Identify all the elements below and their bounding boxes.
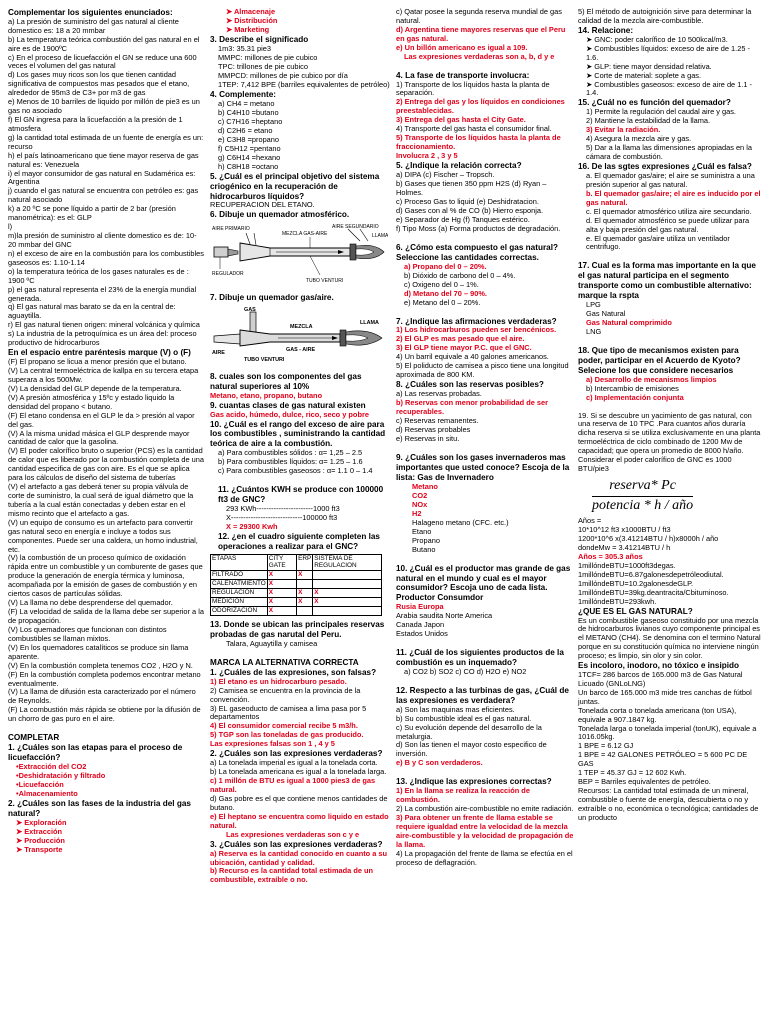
col4a-line: 3) Evitar la radiación. [586, 125, 661, 135]
calculation-block [578, 517, 762, 562]
col3-line: 13. ¿Indique las expresiones correctas? [396, 777, 552, 787]
col4a-line: ➤ Combustibles líquidos: exceso de aire de 1.25 - 1.6. [586, 43, 750, 62]
label-venturi-2: TUBO VENTURI [244, 357, 285, 364]
col2d-line: a) Reserva es la cantidad conocido en cuanto a su ubicación, cantidad y calidad. [210, 848, 388, 867]
col1-line: (V) Los quemadores que funcionan con distintos combustibles se llaman mixtos. [8, 624, 167, 643]
col4b-line: 1millóndeBTU=6.87galonesdepetróleodiutal. [578, 569, 724, 579]
col2c-line: a) Para combustibles sólidos : α= 1,25 – 2.5 [218, 448, 363, 458]
col4b-line: Recursos: La cantidad total estimada de un mineral, combustible o fuente de energía, descubierta o no y extraíble o no, económica o tecnológica; cantidades de un producto [578, 786, 759, 823]
col3-line: Rusia Europa [396, 602, 444, 612]
col3-line: 5) El poliducto de camisea a pisco tiene una longitud aproximada de 800 KM. [396, 361, 569, 380]
col4b-line: BEP = Barriles equivalentes de petróleo. [578, 777, 711, 787]
col4a-line: ➤ GLP: tiene mayor densidad relativa. [586, 61, 712, 71]
col1-line: (V) La central termoeléctrica de kallpa en su tercera etapa superara a los 500Mw. [8, 366, 199, 384]
col4a-line: Gas Natural [586, 308, 626, 318]
col1-line: g) la cantidad total estimada de un fuente de energía es un: recurso [8, 132, 204, 151]
col3-line: e) Separador de Hg (f) Tanques estérico. [396, 214, 530, 224]
table-row [211, 589, 382, 598]
col4b-line: Es incoloro, inodoro, no tóxico e insipido [578, 661, 740, 671]
col2d-line: 2. ¿Cuáles son las expresiones verdaderas? [210, 749, 383, 759]
col2d-line: 1. ¿Cuáles de las expresiones, son falsas? [210, 667, 377, 677]
col2a-line: d) C2H6 = etano [218, 125, 273, 135]
col4a-line: LNG [586, 326, 602, 336]
col3-line: d) Metano del 70 – 90%. [404, 288, 487, 298]
col2a-line: e) C3H8 =propano [218, 134, 280, 144]
calc-line: Años = [578, 515, 602, 525]
col1-line: e) Menos de 10 barriles de liquido por millón de pie3 es un gas no asociado [8, 97, 200, 116]
col3-line: 1) En la llama se realiza la reacción de combustión. [396, 786, 530, 805]
column-1 [8, 8, 204, 855]
col3-line: Canada Japon [396, 620, 445, 630]
table-cell-mark [313, 571, 382, 580]
label-flame-2: LLAMA [360, 320, 379, 327]
col3-line: 12. Respecto a las turbinas de gas, ¿Cuál de las expresiones es verdadera? [396, 685, 569, 705]
col2c-line [210, 476, 390, 485]
col1-line: i) el mayor consumidor de gas natural en Sudamérica es: Argentina [8, 168, 196, 187]
col1-line: d) Los gases muy ricos son los que tienen cantidad significativa de compuestos mas pesados que el etano, alrededor de 95m3 de C3+ por m3 de gas [8, 70, 190, 98]
col3-line: c) Reservas remanentes. [396, 416, 479, 425]
col3-line: 3) Para obtener un frente de llama estable se requiere igualdad entre la velocidad de la mezcla aire-combustible y la velocidad de propagación de la llama. [396, 813, 574, 849]
col4-section-b [578, 562, 762, 823]
col1-line: (V) la combustión de un proceso químico de oxidación rápida entre un combustible y un comburente de gases que produce la generación de energía térmica y luminosa, acompañada por la emisión de gases de combustión y en ciertos casos de partículas sólidas. [8, 553, 203, 599]
formula-fraction [592, 478, 693, 515]
question-7-title: 7. Dibuje un quemador gas/aire. [210, 293, 334, 303]
col4a-line: ➤ GNC: poder calorífico de 10 500kcal/m3. [586, 34, 728, 44]
col3-line: d) Gases con al % de CO (b) Hierro esponja. [396, 205, 544, 215]
col3-line: 7. ¿Indique las afirmaciones verdaderas? [396, 316, 557, 326]
col3-line: NOx [412, 499, 428, 509]
gas-air-burner-diagram [210, 306, 388, 364]
col4a-line [578, 252, 762, 261]
table-cell-mark: X [267, 607, 296, 616]
col4a-line: 14. Relacione: [578, 25, 634, 35]
col2c-line: Gas acido, húmedo, dulce, rico, seco y pobre [210, 409, 369, 419]
col2d-line: 3) EL gaseoducto de camisea a lima pasa por 5 departamentos [210, 703, 367, 722]
col1-line: (V) un equipo de consumo es un artefacto para convertir gas natural seco en energía e incluye a todos sus componentes. Puede ser una caldera, un horno industrial, etc. [8, 517, 198, 554]
col2a-line: a) CH4 = metano [218, 98, 275, 108]
col2d-line: e) El heptano se encuentra como liquido en estado natural. [210, 811, 389, 830]
col4b-line: 1 BPE = 6.12 GJ [578, 741, 634, 751]
col1-line: COMPLETAR [8, 733, 60, 743]
col1-line: (F) El etano condensa en el GLP le da > presión al vapor del gas. [8, 410, 195, 429]
col4b-line: Es un combustible gaseoso constituido por una mezcla de hidrocarburos livianos cuyo componente principal es el METANO (CH4). Se denomina con el termino Natural porque en su constitución química no interviene ningún proceso; es limpio, sin olor y sin color. [578, 615, 761, 661]
table-header: ERP [297, 554, 313, 570]
col2a-line: f) C5H12 =pentano [218, 143, 281, 153]
col1-line: (V) A presión atmosférica y 15ºc y estado liquido la densidad del propano < butano. [8, 392, 175, 411]
col3-line: 1) Transporte de los líquidos hasta la planta de separación. [396, 79, 550, 98]
col3-line [396, 62, 574, 71]
col3-line [396, 234, 574, 243]
col4a-line: LPG [586, 299, 601, 309]
table-cell-stage: FILTRADO [211, 571, 268, 580]
col3-line: d) Argentina tiene mayores reservas que el Peru en gas natural. [396, 24, 566, 43]
col3-line [396, 768, 574, 777]
col4b-line: 1 BPE = 42 GALONES PETRÓLEO = 5 600 PC DE GAS [578, 750, 748, 769]
col2a-line: ➤ Almacenaje [226, 7, 276, 16]
col2d-line: 2) Camisea se encuentra en la provincia de la convención. [210, 685, 361, 704]
col3-line [396, 555, 574, 564]
col3-line: a) DIPA (c) Fischer – Tropsch. [396, 169, 495, 179]
label-secondary-air: AIRE SEGUNDARIO [332, 224, 379, 231]
label-venturi: TUBO VENTURI [306, 278, 344, 285]
calc-line: Años = 305.3 años [578, 551, 643, 561]
col2a-line: 6. Dibuje un quemador atmosférico. [210, 210, 350, 220]
col1-line: r) El gas natural tienen origen: mineral volcánica y química [8, 320, 200, 330]
col1-line: (V) La llama no debe desprenderse del quemador. [8, 598, 173, 608]
col4a-line: a. El quemador gas/aire; el aire se suministra a una presión superior al gas natural. [586, 171, 755, 189]
table-header-row [211, 554, 382, 570]
col1-line: b) La temperatura teórica combustión del gas natural en el aire es de 1900ºC [8, 34, 200, 53]
col3-line: Propano [412, 535, 440, 545]
col2c-line: 11. ¿Cuántos KWH se produce con 100000 ft3 de GNC? [218, 485, 384, 505]
label-mixture-2: MEZCLA [290, 324, 313, 331]
col4a-line: 19. Si se descubre un yacimiento de gas natural, con una reserva de 10 TPC .Para cuantos años duraría dicha reserva si se utiliza exclusivamente en una planta termoeléctrica de ciclo combinado de 1200 Mw de capacidad; que opera un promedio de 8000 h/año. Considerar el poder calorífico de GNC es 1000 BTU/pie3 [578, 410, 761, 474]
col3-line: e) Metano del 0 – 20%. [404, 297, 481, 307]
col3-line: CO2 [412, 490, 428, 500]
col4a-line: c. El quemador atmosférico utiliza aire secundario. [586, 206, 752, 216]
col3-line: 2) Entrega del gas y los líquidos en condiciones preestablecidas. [396, 97, 565, 116]
col1-line [8, 724, 204, 733]
col1-line: m)la presión de suministro al cliente domestico es de: 10-20 mmbar del GNC [8, 231, 197, 249]
col1-line: k) a 20 ºC se pone líquido a partir de 2 bar (presión manométrica): es el: GLP [8, 204, 176, 223]
col4a-line: 4) Asegura la mezcla aire y gas. [586, 134, 692, 144]
table-row [211, 598, 382, 607]
col2d-line: 1) El etano es un hidrocarburo pesado. [210, 676, 347, 686]
col1-line: h) el país latinoamericano que tiene mayor reserva de gas natural es: Venezuela [8, 150, 199, 169]
col2d-line: 3. ¿Cuáles son las expresiones verdaderas? [210, 839, 383, 849]
col4a-line: b. El quemador gas/aire; el aire es inducido por el gas natural. [586, 188, 761, 207]
col3-line: f) Tipo Moss (a) Forma productos de degradación. [396, 223, 561, 233]
table-cell-mark: X [267, 571, 296, 580]
col3-line: d) Son las tienen el mayor costo especifico de inversión. [396, 740, 547, 759]
col2a-line: MMPCD: millones de pie cubico por día [218, 70, 348, 80]
col1-line: (V) A la misma unidad másica el GLP desprende mayor cantidad de calor que la gasolina. [8, 428, 190, 447]
col3-line: 4) Un barril equivale a 40 galones americanos. [396, 352, 549, 362]
col2c-line: 10. ¿Cuál es el rango del exceso de aire para los combustibles , suministrando la cantidad teórica de aire a la combustión. [210, 419, 386, 449]
col4a-line: 17. Cual es la forma mas importante en la que el gas natural participa en el segmento transporte como un combustible alternativo: marque la rspta [578, 261, 756, 300]
col3-line: Etano [412, 526, 432, 536]
col1-line: •Deshidratación y filtrado [16, 770, 106, 780]
table-cell-mark [313, 580, 382, 589]
col3-line: b) Su combustible ideal es el gas natural. [396, 713, 532, 723]
col3-line: Halageno metano (CFC. etc.) [412, 517, 509, 527]
col4a-line: a) Desarrollo de mecanismos limpios [586, 374, 717, 384]
col2-section-a [210, 8, 390, 220]
col3-line: 4. La fase de transporte involucra: [396, 70, 530, 80]
col3-line: 1) Los hidrocarburos pueden ser bencénicos. [396, 325, 557, 335]
col1-line: 2. ¿Cuáles son las fases de la industria del gas natural? [8, 798, 191, 818]
col4b-line: Tonelada larga o tonelada imperial (tonUK), equivale a 1016.05kg. [578, 723, 757, 742]
col2c-line: 8. cuales son los componentes del gas natural superiores al 10% [210, 371, 362, 391]
col2d-line: b) La tonelada americana es igual a la tonelada larga. [210, 767, 387, 777]
col1-line: q) El gas natural mas barato se da en la central de: aguaytilla. [8, 302, 176, 321]
col3-line: Las expresiones verdaderas son a, b, d y e [404, 51, 555, 61]
table-cell-stage: MEDICION [211, 598, 268, 607]
col4a-line: e. El quemador gas/aire utiliza un ventilador centrifugo. [586, 233, 730, 252]
col3-line: 4) La propagación del frente de llama se efectúa en el proceso de deflagración. [396, 848, 573, 867]
col2d-line: c) 1 millón de BTU es igual a 1000 pies3 de gas natural. [210, 776, 376, 795]
col2a-line: ➤ Marketing [226, 25, 270, 34]
col3-line: 3) El GLP tiene mayor P.C. que el GNC. [396, 343, 532, 353]
col2d-line: 5) TGP son las toneladas de gas producido. [210, 730, 364, 740]
col2c-line: c) Para combustibles gaseosos : α= 1.1 0 – 1.4 [218, 466, 373, 476]
col2a-line: 3. Describe el significado [210, 35, 309, 44]
table-cell-mark: X [313, 589, 382, 598]
col4b-line: 1millóndeBTU=10.2galonesdeGLP. [578, 578, 694, 588]
reserve-formula [592, 478, 762, 515]
col4a-line: 15. ¿Cuál no es función del quemador? [578, 98, 731, 108]
col4a-line: Gas Natural comprimido [586, 317, 672, 327]
col2d-line: a) La tonelada imperial es igual a la tonelada corta. [210, 758, 378, 768]
col2c-line: 12. ¿en el cuadro siguiente completen las operaciones a realizar para el GNC? [218, 531, 380, 551]
table-cell-mark [297, 607, 313, 616]
col4b-line: 1TCF= 286 barcos de 165.000 m3 de Gas Natural Licuado (GNLoLNG) [578, 670, 743, 688]
col3-line: 9. ¿Cuáles son los gases invernaderos mas importantes que usted conoce? Escoja de la lista: Gas de Invernadero [396, 453, 570, 482]
col1-line: c) En el proceso de licuefacción el GN se reduce una 600 veces el volumen del gas natural [8, 52, 197, 71]
label-mixture: MEZCLA GAS-AIRE [282, 231, 328, 238]
table-cell-stage: CALENATMIENTO [212, 580, 266, 588]
col1-line: j) cuando el gas natural se encuentra con petróleo es: gas natural asociado [8, 186, 199, 205]
col1-line: (V) El poder calorífico bruto o superior (PCS) es la cantidad de calor que es liberado por la combustión completa de una cantidad especifica de gas con aire. Es el que se aplica para los cálculos de diseño del sistema de tuberías [8, 446, 204, 483]
col3-line: 4) Transporte del gas hasta el consumidor final. [396, 124, 552, 134]
column-3 [396, 8, 574, 868]
col4a-line: 1) Permite la regulación del caudal aire y gas. [586, 107, 736, 117]
col1-line: •Extracción del CO2 [16, 761, 87, 771]
col1-line: 1. ¿Cuáles son las etapas para el proceso de licuefacción? [8, 743, 183, 762]
table-cell-mark: X [297, 571, 313, 580]
col3-line: e) B y C son verdaderos. [396, 758, 483, 768]
col1-line: (V) La llama de difusión esta caracterizado por el número de Reynolds. [8, 687, 196, 706]
table-row [211, 580, 382, 589]
table-cell-mark: X [267, 598, 296, 607]
col3-line: c) Proceso Gas to liquid (e) Deshidratacion. [396, 196, 539, 206]
col3-line: b) Reservas con menor probabilidad de ser recuperables. [396, 398, 548, 417]
formula-numerator: reserva* Pc [592, 478, 693, 497]
col3-line: c) Su evolución depende del desarrollo de la metalurgia. [396, 722, 542, 741]
col1-line: Complementar los siguientes enunciados: [8, 8, 173, 17]
table-cell-mark: X [297, 598, 313, 607]
col2d-line: 4) El consumidor comercial recibe 5 m3/h. [210, 721, 358, 731]
col3-line [396, 444, 574, 453]
col4b-line: 1millóndeBTU=39kg.deantracita/Cbituminoso. [578, 587, 729, 597]
col2c-line: 293 KWh-----------------------1000 ft3 [226, 503, 340, 513]
col4a-line: 5) El método de autoignición sirve para determinar la calidad de la mezcla aire-combustible. [578, 7, 752, 25]
col1-line: ➤ Exploración [16, 817, 67, 827]
col2a-line: 1TEP: 7,412 BPE (barriles equivalentes de petróleo) [218, 79, 390, 89]
col2d-line: Talara, Aguaytilla y camisea [226, 638, 318, 648]
col3-line: Involucra 2 , 3 y 5 [396, 151, 458, 161]
col3-line: 10. ¿Cuál es el productor mas grande de gas natural en el mundo y cual es el mayor consumidor? Escoja uno de cada lista. [396, 563, 571, 593]
col2a-line: h) C8H18 =octano [218, 161, 279, 171]
table-cell-mark: X [297, 589, 313, 598]
col2c-line: b) Para combustibles líquidos: α= 1.25 – 1.6 [218, 457, 363, 467]
col3-line: c) Qatar posee la segunda reserva mundial de gas natural. [396, 7, 562, 25]
table-header: SISTEMA DE REGULACION [313, 554, 382, 570]
col4a-line: b) Intercambio de emisiones [586, 383, 679, 393]
col2a-line: RECUPERACION DEL ETANO. [210, 200, 315, 210]
label-regulator: REGULADOR [212, 271, 244, 278]
col4a-line: ➤ Combustibles gaseosos: exceso de aire de 1.1 - 1.4. [586, 79, 753, 98]
col1-line: (V) En la combustión completa tenemos CO2 , H2O y N. [8, 660, 193, 670]
table-cell-mark: X [267, 580, 296, 589]
col2c-line: 9. cuantas clases de gas natural existen [210, 400, 366, 410]
col3-line: Productor Consumdor [396, 593, 484, 603]
column-2 [210, 8, 390, 885]
table-cell-mark: X [267, 589, 296, 598]
col1-line: l) [8, 222, 13, 232]
table-header: ETAPAS [211, 554, 268, 570]
calc-line: 10*10^12 ft3 x1000BTU / ft3 [578, 524, 671, 534]
col4b-line: Tonelada corta o tonelada americana (ton USA), equivale a 907.1847 kg. [578, 705, 737, 724]
col2d-line: Las expresiones verdaderas son c y e [226, 829, 360, 839]
col2d-line: Las expresiones falsas son 1 , 4 y 5 [210, 739, 335, 749]
col1-line: ➤ Transporte [16, 844, 63, 854]
col4a-line: ➤ Corte de material: soplete a gas. [586, 70, 702, 80]
col3-line: b) Gases que tienen 350 ppm H2S (d) Ryan – Holmes. [396, 178, 547, 197]
table-cell-mark [297, 580, 313, 589]
col3-line [396, 639, 574, 648]
col2a-line: 1m3: 35.31 pie3 [218, 43, 272, 53]
col1-line: s) La industria de la petroquímica es un área del: proceso productivo de hidrocarburos [8, 329, 197, 348]
col4-section-a [578, 8, 762, 474]
col2d-line: 13. Donde se ubican las principales reservas probadas de gas narutal del Peru. [210, 620, 385, 640]
col4a-line: 18. Que tipo de mecanismos existen para poder, participar en el Acuerdo de Kyoto? Selecione los que considere necesarios [578, 345, 741, 375]
col4a-line: 16. De las sgtes expresiones ¿Cuál es falsa? [578, 162, 752, 172]
col3-line: a) Son las maquinas mas eficientes. [396, 704, 515, 714]
col3-line: 2) El GLP es mas pesado que el aire. [396, 334, 525, 344]
col3-line: e) Reservas in situ. [396, 434, 460, 443]
col3-line: Butano [412, 544, 436, 554]
col3-line: d) Reservas probables [396, 425, 471, 434]
col3-line: a) Propano del 0 – 20%. [404, 261, 487, 271]
col3-line: 8. ¿Cuáles son las reservas posibles? [396, 380, 544, 390]
column-4 [578, 8, 762, 823]
calc-line: 1200*10^6 x(3.41214BTU / h)x8000h / año [578, 533, 719, 543]
col2a-line: g) C6H14 =hexano [218, 152, 281, 162]
col3-line: 3) Entrega del gas hasta el City Gate. [396, 115, 526, 125]
gnc-operations-table [210, 554, 382, 616]
col4b-line: 1millóndeBTU=293kwh. [578, 596, 657, 606]
col3-line: a) Las reservas probadas. [396, 389, 482, 399]
col2d-line [210, 649, 390, 658]
col2a-line: c) C7H16 =heptano [218, 116, 283, 126]
col2d-line: b) Recurso es la cantidad total estimada de un combustible, extraíble o no. [210, 866, 374, 885]
col1-line: ➤ Extracción [16, 826, 63, 836]
col3-line [396, 308, 574, 317]
table-cell-mark: X [313, 598, 382, 607]
col3-line: H2 [412, 508, 422, 518]
col1-line: (F) La velocidad de salida de la llama debe ser superior a la de propagación. [8, 607, 204, 625]
table-row [211, 607, 382, 616]
table-row [211, 571, 382, 580]
col3-line: 2) La combustión aire-combustible no emite radiación. [396, 804, 574, 814]
table-cell-stage: ODORIZACION [211, 607, 268, 616]
col1-line: ➤ Producción [16, 835, 65, 845]
col1-line: (F) La combustión más rápida se obtiene por la difusión de un chorro de gas puro en el aire. [8, 705, 201, 724]
col3-line: c) Oxigeno del 0 – 1%. [404, 279, 479, 289]
col2d-line: MARCA LA ALTERNATIVA CORRECTA [210, 657, 359, 667]
atmospheric-burner-figure [210, 223, 390, 288]
label-gas: GAS [244, 307, 256, 314]
col1-line: a) La presión de suministro del gas natural al cliente domestico es: 18 a 20 mmbar [8, 16, 179, 35]
col3-line: 6. ¿Cómo esta compuesto el gas natural? Seleccione las cantidades correctas. [396, 242, 558, 262]
col1-line: (V) En los quemadores catalíticos se produce sin llama aparente. [8, 642, 189, 661]
col4b-line: 1millóndeBTU=1000ft3degas. [578, 560, 676, 570]
col2-section-d [210, 620, 390, 885]
col1-line: n) el exceso de aire en la combustión para los combustibles gaseosos es: 1.10-1.14 [8, 248, 204, 267]
calc-line: dondeMw = 3.41214BTU / h [578, 542, 671, 552]
col2a-line: TPC: trillones de pie cubico [218, 61, 308, 71]
col2c-line: X-----------------------------100000 ft3 [226, 512, 338, 522]
col1-line: (F) En la combustión completa podemos encontrar metano eventualmente. [8, 669, 201, 688]
col2-section-c [210, 372, 390, 552]
col4b-line: Un barco de 165.000 m3 mide tres canchas de fútbol juntas. [578, 687, 752, 706]
col4a-line [578, 337, 762, 346]
col2a-line: MMPC: millones de pie cubico [218, 52, 318, 62]
atmospheric-burner-diagram [210, 223, 388, 285]
col4a-line: d. El quemador atmosférico se puede utilizar para alta y baja presión del gas natural. [586, 215, 750, 234]
table-cell-stage: REGULACION [211, 589, 268, 598]
col2c-line: X = 29300 Kwh [226, 521, 278, 531]
col1-line: En el espacio entre paréntesis marque (V) o (F) [8, 348, 191, 358]
col3-line: Estados Unidos [396, 629, 448, 639]
formula-denominator: potencia * h / año [592, 497, 694, 513]
col2a-line: 5. ¿Cuál es el principal objetivo del sistema criogénico en la recuperación de hidrocarburos líquidos? [210, 171, 380, 201]
col3-line: e) Un billón americano es igual a 109. [396, 42, 528, 52]
col1-line: (V) el artefacto a gas deberá tener su propia válvula de corte de suministro, la cual será de igual diámetro que la tubería a la cual están conectadas y deben estar en el mismo recinto que el artefacto a gas. [8, 482, 194, 518]
label-primary-air: AIRE PRIMARIO [212, 226, 250, 233]
col3-line: Metano [412, 481, 438, 491]
table-body [211, 571, 382, 616]
col3-line: 11. ¿Cuál de los siguientes productos de la combustión es un inquemado? [396, 648, 564, 667]
col1-line: (V) La densidad del GLP depende de la temperatura. [8, 383, 182, 393]
label-flame: LLAMA [372, 233, 388, 240]
table-cell-mark [313, 607, 382, 616]
col4b-line: ¿QUE ES EL GAS NATURAL? [578, 606, 693, 616]
gas-air-burner-figure [210, 306, 390, 367]
col1-line: o) la temperatura teórica de los gases naturales es de : 1900 ºC [8, 266, 189, 285]
col2c-line: Metano, etano, propano, butano [210, 390, 323, 400]
col2a-line: 4. Complemente: [210, 89, 276, 99]
col1-line: p) el gas natural representa el 23% de la energía mundial generada. [8, 284, 197, 303]
col2d-line: d) Gas pobre es el que contiene menos cantidades de butano. [210, 794, 388, 812]
table-header: CITY GATE [267, 554, 296, 570]
col4b-line: 1 TEP = 45.37 GJ = 12 602 Kwh. [578, 768, 687, 778]
col3-line: b) Dióxido de carbono del 0 – 4%. [404, 270, 516, 280]
col3-line [396, 677, 574, 686]
col3-line: 5. ¿Indique la relación correcta? [396, 161, 522, 171]
col3-line: 5) Transporte de los líquidos hasta la planta de fraccionamiento. [396, 133, 561, 152]
col2a-line: b) C4H10 =butano [218, 107, 279, 117]
col3-line: a) CO2 b) SO2 c) CO d) H2O e) NO2 [404, 666, 527, 676]
col2a-line: ➤ Distribución [226, 16, 278, 25]
label-air: AIRE [212, 350, 225, 357]
col1-line: (F) El propano se licua a menor presión que el butano. [8, 357, 187, 367]
col1-line: •Licuefacción [16, 779, 64, 789]
col1-line: •Almacenamiento [16, 788, 78, 798]
col4a-line: 2) Mantiene la estabilidad de la llama. [586, 116, 711, 126]
col4a-line: c) Implementación conjunta [586, 392, 684, 402]
label-gas-air: GAS - AIRE [286, 347, 316, 354]
col4a-line: 5) Dar a la llama las dimensiones apropiadas en la cámara de combustión. [586, 143, 752, 162]
col1-line: f) El GN ingresa para la licuefacción a la presión de 1 atmosfera [8, 115, 183, 133]
col3-line: Arabia saudita Norte America [396, 611, 493, 621]
